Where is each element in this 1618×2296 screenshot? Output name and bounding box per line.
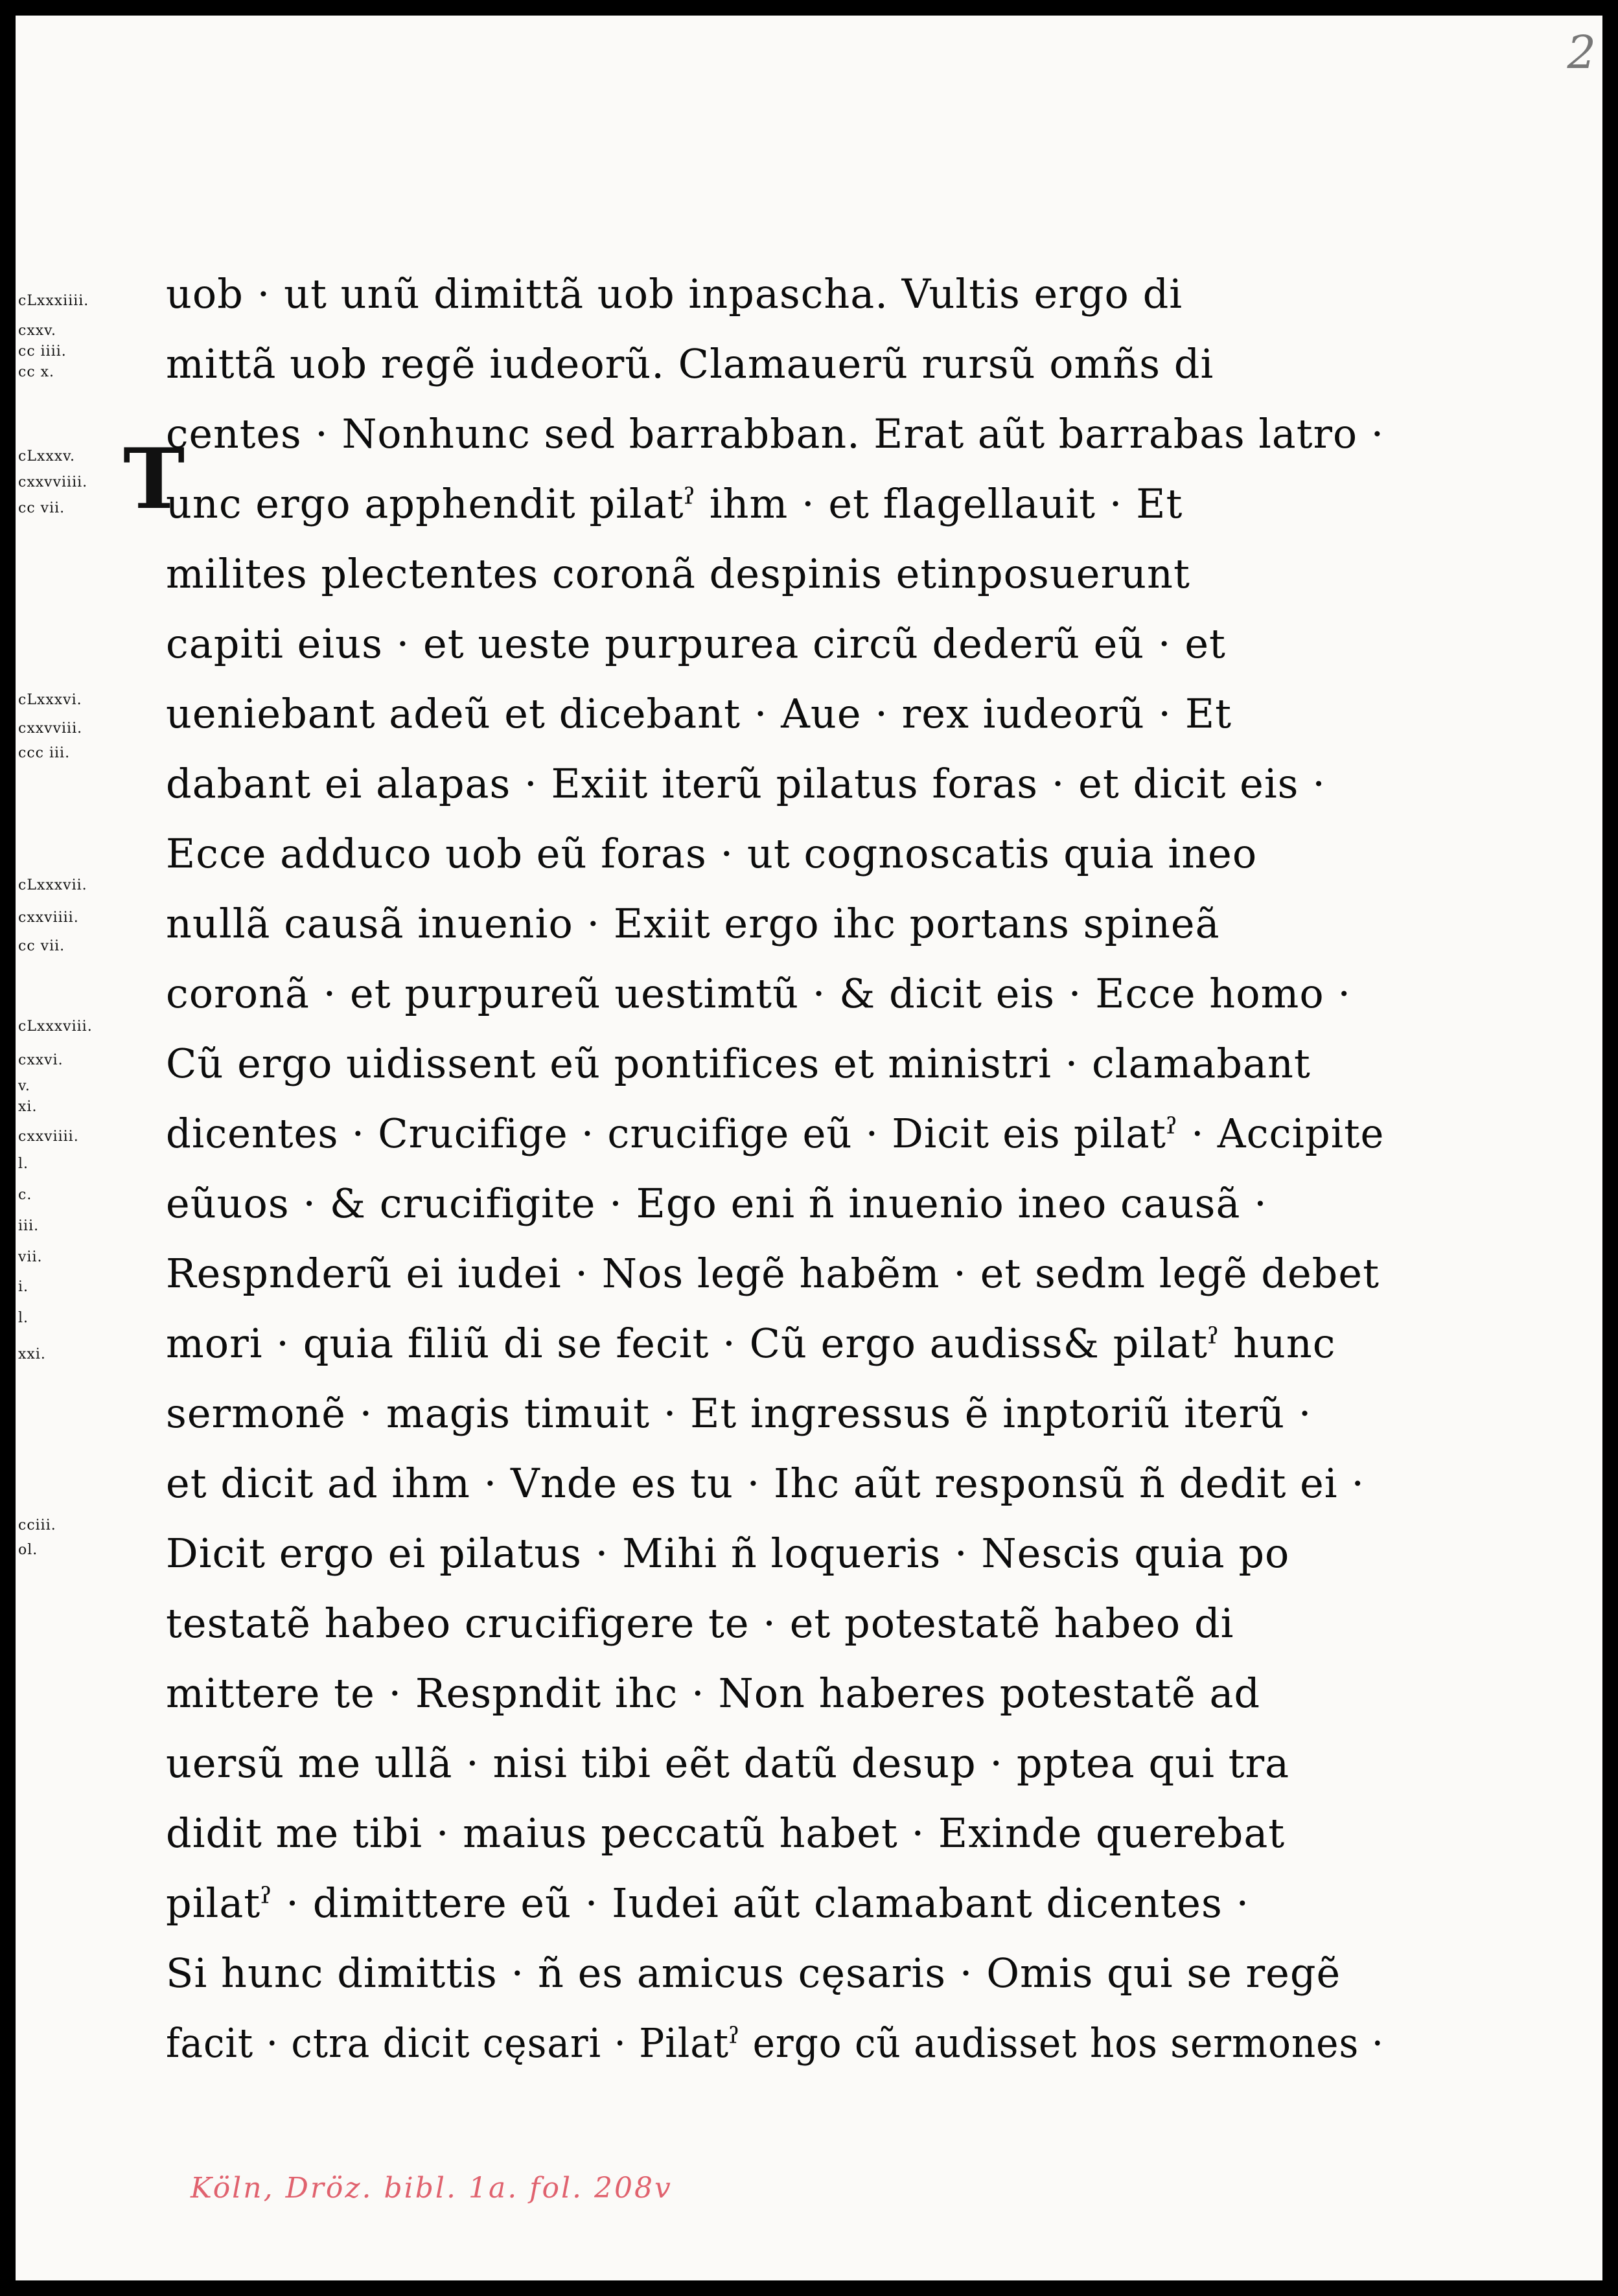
margin-note: cc vii. <box>18 938 65 954</box>
text-line: centes · Nonhunc sed barrabban. Erat aũt barrabas latro · <box>166 410 1385 457</box>
margin-note: ol. <box>18 1542 38 1558</box>
margin-note: cxxvviii. <box>18 720 83 737</box>
margin-note: cLxxxv. <box>18 448 75 465</box>
text-line: capiti eius · et ueste purpurea circũ dederũ eũ · et <box>166 620 1226 667</box>
text-line: mori · quia filiũ di se fecit · Cũ ergo audiss& pilatˀ hunc <box>166 1320 1336 1367</box>
margin-note: cLxxxviii. <box>18 1018 93 1035</box>
text-line: Dicit ergo ei pilatus · Mihi ñ loqueris · Nescis quia po <box>166 1530 1290 1577</box>
margin-note: cxxvviiii. <box>18 474 88 490</box>
margin-note: iii. <box>18 1218 40 1234</box>
margin-note: xi. <box>18 1099 38 1115</box>
margin-note: xxi. <box>18 1346 46 1362</box>
text-line: testatẽ habeo crucifigere te · et potestatẽ habeo di <box>166 1600 1234 1647</box>
text-line: dicentes · Crucifige · crucifige eũ · Dicit eis pilatˀ · Accipite <box>166 1110 1385 1157</box>
margin-note: cLxxxvi. <box>18 692 82 708</box>
text-line: dabant ei alapas · Exiit iterũ pilatus foras · et dicit eis · <box>166 760 1326 807</box>
text-line: didit me tibi · maius peccatũ habet · Exinde querebat <box>166 1809 1286 1857</box>
margin-annotations <box>16 16 113 2280</box>
text-line: eũuos · & crucifigite · Ego eni ñ inuenio ineo causã · <box>166 1180 1267 1227</box>
text-line: facit · ctra dicit cęsari · Pilatˀ ergo cũ audisset hos sermones · <box>166 2019 1384 2067</box>
text-line: Si hunc dimittis · ñ es amicus cęsaris · Omis qui se regẽ <box>166 1949 1341 1997</box>
margin-note: c. <box>18 1187 32 1203</box>
text-line: et dicit ad ihm · Vnde es tu · Ihc aũt responsũ ñ dedit ei · <box>166 1460 1365 1507</box>
text-line: mittere te · Respndit ihc · Non haberes potestatẽ ad <box>166 1670 1261 1717</box>
margin-note: cciii. <box>18 1517 56 1533</box>
margin-note: cLxxxvii. <box>18 877 87 893</box>
text-line: unc ergo apphendit pilatˀ ihm · et flagellauit · Et <box>166 480 1183 527</box>
margin-note: cxxviiii. <box>18 1129 79 1145</box>
text-line: milites plectentes coronã despinis etinposuerunt <box>166 550 1190 597</box>
margin-note: ccc iii. <box>18 745 71 761</box>
text-line: uob · ut unũ dimittã uob inpascha. Vultis ergo di <box>166 270 1183 317</box>
margin-note: cc x. <box>18 364 55 380</box>
margin-note: l. <box>18 1310 29 1326</box>
margin-note: cxxv. <box>18 323 56 339</box>
decorated-initial: T <box>123 431 185 528</box>
margin-note: l. <box>18 1156 29 1172</box>
margin-note: cc vii. <box>18 500 65 516</box>
text-line: Ecce adduco uob eũ foras · ut cognoscatis quia ineo <box>166 830 1258 877</box>
text-line: uersũ me ullã · nisi tibi eẽt datũ desup · pptea qui tra <box>166 1739 1290 1787</box>
text-line: coronã · et purpureũ uestimtũ · & dicit eis · Ecce homo · <box>166 970 1352 1017</box>
text-line: sermonẽ · magis timuit · Et ingressus ẽ inptoriũ iterũ · <box>166 1390 1312 1437</box>
margin-note: cc iiii. <box>18 343 67 360</box>
text-line: mittã uob regẽ iudeorũ. Clamauerũ rursũ omñs di <box>166 340 1214 387</box>
manuscript-page <box>16 16 1602 2280</box>
margin-note: cLxxxiiii. <box>18 293 89 309</box>
margin-note: v. <box>18 1078 30 1094</box>
folio-number: 2 <box>1567 26 1596 79</box>
text-line: nullã causã inuenio · Exiit ergo ihc portans spineã <box>166 900 1220 947</box>
text-line: Respnderũ ei iudei · Nos legẽ habẽm · et sedm legẽ debet <box>166 1250 1380 1297</box>
text-line: Cũ ergo uidissent eũ pontifices et ministri · clamabant <box>166 1040 1311 1087</box>
margin-note: cxxvi. <box>18 1052 64 1068</box>
text-line: ueniebant adeũ et dicebant · Aue · rex iudeorũ · Et <box>166 690 1232 737</box>
shelfmark-annotation: Köln, Dröz. bibl. 1a. fol. 208v <box>191 2172 673 2205</box>
text-line: pilatˀ · dimittere eũ · Iudei aũt clamabant dicentes · <box>166 1879 1250 1927</box>
margin-note: vii. <box>18 1249 43 1265</box>
margin-note: i. <box>18 1279 29 1295</box>
margin-note: cxxviiii. <box>18 910 79 926</box>
